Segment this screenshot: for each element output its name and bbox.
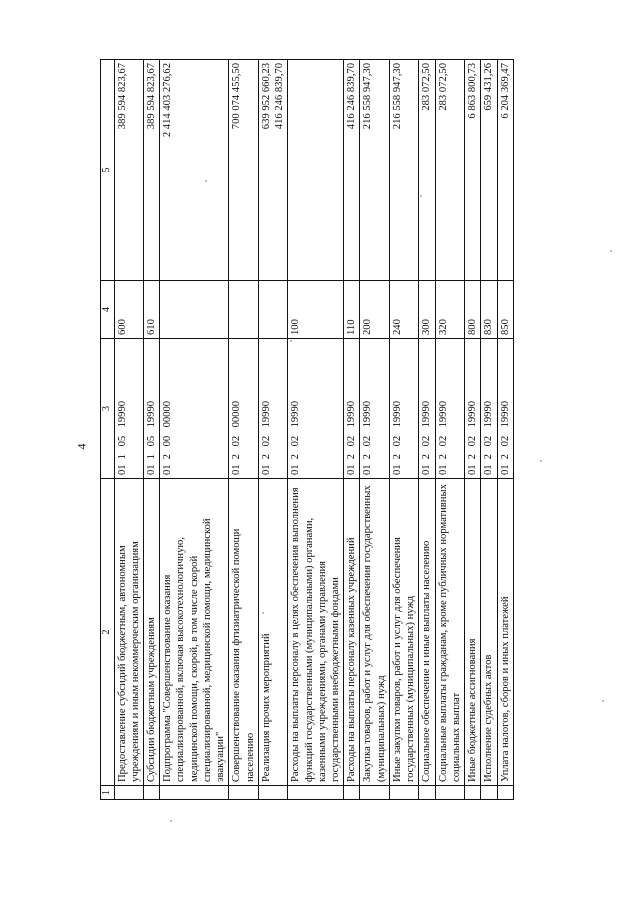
row-name: Расходы на выплаты персоналу в целях обеспечения выполнения функций государственными (муниципальными) органами, казенными учреждениями, органами управления государственными внебюджетными фондами — [288, 479, 344, 786]
code-part: 19990 — [346, 400, 358, 428]
row-code — [419, 339, 435, 479]
code-part: 19990 — [483, 400, 495, 428]
row-code — [114, 339, 143, 479]
amount-value: 216 558 947,30 — [362, 63, 374, 130]
table-row — [114, 60, 143, 800]
code-part: 01 — [162, 464, 174, 475]
code-part: 01 — [260, 464, 272, 475]
row-expense-type: 610 — [143, 281, 159, 339]
row-amount — [229, 60, 258, 281]
row-code — [160, 339, 229, 479]
row-expense-type: 240 — [389, 281, 418, 339]
row-number-cell — [389, 786, 418, 800]
code-part: 19990 — [260, 400, 272, 428]
code-part: 00000 — [162, 400, 174, 428]
row-number-cell — [114, 786, 143, 800]
amount-value: 389 594 823,67 — [116, 63, 128, 130]
code-part: 01 — [437, 464, 449, 475]
row-amount — [481, 60, 497, 281]
row-expense-type: 850 — [497, 281, 513, 339]
table-row — [258, 60, 287, 800]
page-number: 4 — [74, 443, 89, 450]
amount-value: 639 952 660,23 — [260, 63, 272, 130]
code-part: 19990 — [362, 400, 374, 428]
code-part: 01 — [116, 464, 128, 475]
code-part: 01 — [231, 464, 243, 475]
code-part: 05 — [116, 435, 128, 447]
code-part: 19990 — [421, 400, 433, 428]
amount-value: 216 558 947,30 — [391, 63, 403, 130]
row-code — [143, 339, 159, 479]
row-expense-type: 100 — [288, 281, 344, 339]
row-number-cell — [160, 786, 229, 800]
code-part: 2 — [467, 454, 479, 460]
row-amount — [288, 60, 344, 281]
row-name: Совершенствование оказания фтизиатрической помощи населению — [229, 479, 258, 786]
row-name: Иные закупки товаров, работ и услуг для обеспечения государственных (муниципальных) нужд — [389, 479, 418, 786]
amount-value: 700 074 455,50 — [231, 63, 243, 130]
row-code — [497, 339, 513, 479]
row-name: Социальные выплаты гражданам, кроме публичных нормативных социальных выплат — [435, 479, 464, 786]
row-amount — [160, 60, 229, 281]
code-part: 2 — [437, 454, 449, 460]
table-row — [389, 60, 418, 800]
row-number-cell — [344, 786, 360, 800]
code-part: 02 — [290, 435, 302, 447]
row-name: Исполнение судебных актов — [481, 479, 497, 786]
row-number-cell — [481, 786, 497, 800]
code-part: 19990 — [391, 400, 403, 428]
row-code — [481, 339, 497, 479]
row-amount — [389, 60, 418, 281]
code-part: 2 — [483, 454, 495, 460]
code-part: 2 — [391, 454, 403, 460]
code-part: 2 — [231, 454, 243, 460]
table-row — [419, 60, 435, 800]
code-part: 02 — [499, 435, 511, 447]
code-part: 2 — [162, 454, 174, 460]
amount-value: 659 431,26 — [483, 63, 495, 111]
table-row — [435, 60, 464, 800]
row-number-cell — [288, 786, 344, 800]
code-part: 01 — [346, 464, 358, 475]
code-part: 01 — [145, 464, 157, 475]
row-expense-type — [160, 281, 229, 339]
row-name: Расходы на выплаты персоналу казенных учреждений — [344, 479, 360, 786]
header-col-3: 3 — [101, 339, 115, 479]
row-expense-type: 300 — [419, 281, 435, 339]
code-part: 01 — [467, 464, 479, 475]
row-name: Социальное обеспечение и иные выплаты населению — [419, 479, 435, 786]
code-part: 19990 — [116, 400, 128, 428]
row-number-cell — [465, 786, 481, 800]
row-name: Закупка товаров, работ и услуг для обеспечения государственных (муниципальных) нужд — [360, 479, 389, 786]
row-amount — [360, 60, 389, 281]
row-name: Иные бюджетные ассигнования — [465, 479, 481, 786]
row-code — [360, 339, 389, 479]
code-part: 00 — [162, 435, 174, 447]
table-row — [344, 60, 360, 800]
header-row — [101, 60, 115, 800]
row-number-cell — [229, 786, 258, 800]
code-part: 1 — [145, 454, 157, 460]
amount-value: 416 246 839,70 — [346, 63, 358, 130]
table-row — [497, 60, 513, 800]
code-part: 01 — [483, 464, 495, 475]
row-code — [389, 339, 418, 479]
table-row — [481, 60, 497, 800]
row-amount — [114, 60, 143, 281]
code-part: 2 — [346, 454, 358, 460]
code-part: 02 — [231, 435, 243, 447]
row-number-cell — [143, 786, 159, 800]
code-part: 01 — [421, 464, 433, 475]
header-col-5: 5 — [101, 60, 115, 281]
code-part: 02 — [483, 435, 495, 447]
row-name: Субсидии бюджетным учреждениям — [143, 479, 159, 786]
code-part: 19990 — [467, 400, 479, 428]
row-expense-type: 830 — [481, 281, 497, 339]
row-expense-type: 200 — [360, 281, 389, 339]
row-amount — [258, 60, 287, 281]
amount-value: 2 414 403 276,62 — [162, 63, 174, 138]
row-amount — [419, 60, 435, 281]
row-name: Подпрограмма "Совершенствование оказания специализированной, включая высокотехнологичную, медицинской помощи, скорой, в том числе скорой специализированной, медицинской помощи, медицинской эвакуации" — [160, 479, 229, 786]
code-part: 01 — [362, 464, 374, 475]
row-expense-type: 320 — [435, 281, 464, 339]
table-body — [114, 60, 513, 800]
table-row — [360, 60, 389, 800]
code-part: 01 — [499, 464, 511, 475]
code-part: 2 — [499, 454, 511, 460]
amount-value: 6 863 800,73 — [467, 63, 479, 119]
code-part: 2 — [421, 454, 433, 460]
row-code — [229, 339, 258, 479]
amount-value: 283 072,50 — [421, 63, 433, 111]
code-part: 02 — [260, 435, 272, 447]
row-expense-type — [258, 281, 287, 339]
code-part: 2 — [260, 454, 272, 460]
amount-value: 6 204 369,47 — [499, 63, 511, 119]
code-part: 2 — [290, 454, 302, 460]
code-part: 01 — [290, 464, 302, 475]
row-number-cell — [419, 786, 435, 800]
table-row — [229, 60, 258, 800]
budget-table — [100, 59, 514, 800]
code-part: 00000 — [231, 400, 243, 428]
amount-value-secondary: 416 246 839,70 — [274, 63, 286, 130]
row-amount — [143, 60, 159, 281]
code-part: 02 — [421, 435, 433, 447]
row-expense-type — [229, 281, 258, 339]
row-code — [435, 339, 464, 479]
header-col-2: 2 — [101, 479, 115, 786]
code-part: 19990 — [437, 400, 449, 428]
code-part: 02 — [346, 435, 358, 447]
code-part: 2 — [362, 454, 374, 460]
row-amount — [497, 60, 513, 281]
code-part: 02 — [467, 435, 479, 447]
row-code — [258, 339, 287, 479]
amount-value: 283 072,50 — [437, 63, 449, 111]
code-part: 19990 — [145, 400, 157, 428]
row-code — [465, 339, 481, 479]
row-name: Реализация прочих мероприятий — [258, 479, 287, 786]
code-part: 19990 — [499, 400, 511, 428]
row-number-cell — [360, 786, 389, 800]
row-number-cell — [435, 786, 464, 800]
header-col-4: 4 — [101, 281, 115, 339]
budget-table-rotated — [100, 60, 520, 800]
table-row — [143, 60, 159, 800]
table-row — [160, 60, 229, 800]
row-amount — [344, 60, 360, 281]
code-part: 02 — [362, 435, 374, 447]
row-code — [344, 339, 360, 479]
row-amount — [465, 60, 481, 281]
code-part: 02 — [437, 435, 449, 447]
code-part: 1 — [116, 454, 128, 460]
row-name: Уплата налогов, сборов и иных платежей — [497, 479, 513, 786]
row-number-cell — [497, 786, 513, 800]
code-part: 19990 — [290, 400, 302, 428]
table-row — [465, 60, 481, 800]
row-code — [288, 339, 344, 479]
row-name: Предоставление субсидий бюджетным, автономным учреждениям и иным некоммерческим организациям — [114, 479, 143, 786]
amount-value: 389 594 823,67 — [145, 63, 157, 130]
table-row — [288, 60, 344, 800]
row-expense-type: 600 — [114, 281, 143, 339]
code-part: 05 — [145, 435, 157, 447]
header-col-1: 1 — [101, 786, 115, 800]
code-part: 02 — [391, 435, 403, 447]
row-expense-type: 800 — [465, 281, 481, 339]
row-number-cell — [258, 786, 287, 800]
row-expense-type: 110 — [344, 281, 360, 339]
code-part: 01 — [391, 464, 403, 475]
row-amount — [435, 60, 464, 281]
